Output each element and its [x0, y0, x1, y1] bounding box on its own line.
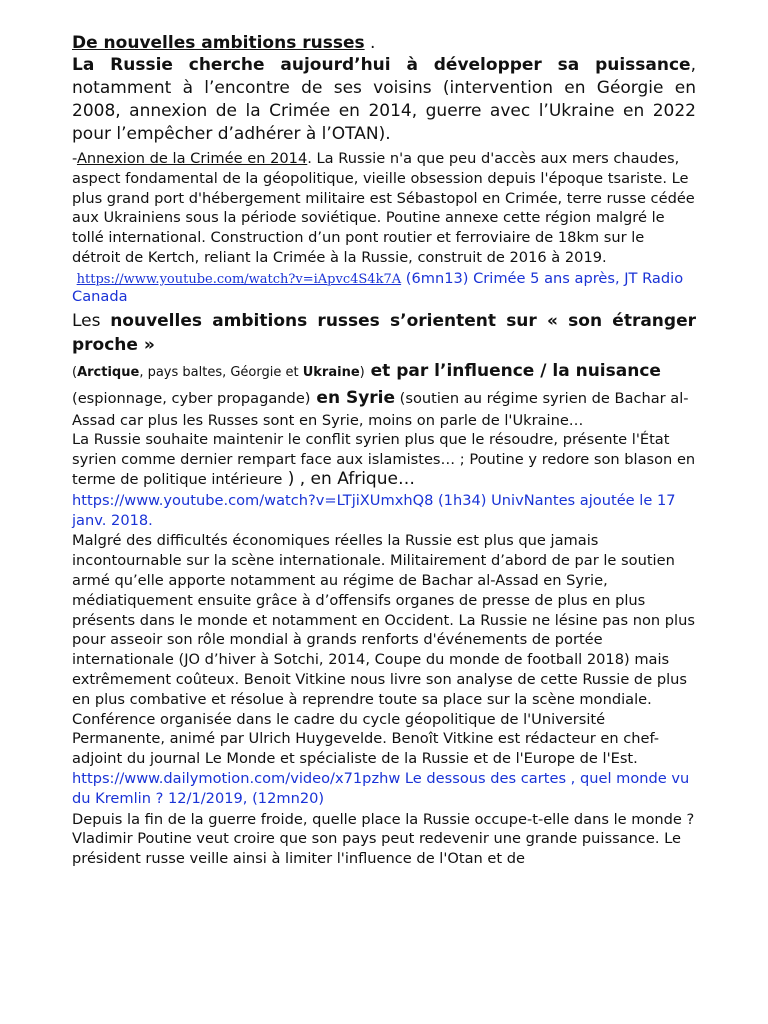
main-paragraph: Malgré des difficultés économiques réelles la Russie est plus que jamais incontournable sur la scène internationale. Militairement d’abord de par le soutien armé qu’elle apporte notamment au régime de Bachar al-Assad en Syrie, médiatiquement ensuite grâce à d’offensifs organes de presse de plus en plus présents dans le monde et notamment en Occident. La Russie ne lésine pas non plus pour asseoir son rôle mondial à grands renforts d'événements de portée internationale (JO d’hiver à Sotchi, 2014, Coupe du monde de football 2018) mais extrêmement coûteux. Benoit Vitkine nous livre son analyse de cette Russie de plus en plus combative et résolue à reprendre toute sa place sur la scène mondiale.	[72, 532, 695, 708]
near-arctique: Arctique	[77, 364, 140, 380]
syria-line3-wrap	[72, 430, 696, 489]
syria-line2: Assad car plus les Russes sont en Syrie, moins on parle de l'Ukraine…	[72, 411, 584, 429]
near-close: )	[359, 364, 365, 380]
near-ukraine: Ukraine	[302, 364, 360, 380]
conference-paragraph	[72, 710, 696, 809]
last-paragraph: Depuis la fin de la guerre froide, quelle place la Russie occupe-t-elle dans le monde ? Vladimir Poutine veut croire que son pays peut redevenir une grande puissance. Le président russe veille ainsi à limiter l'influence de l'Otan et de	[72, 810, 695, 868]
syria-line3: La Russie souhaite maintenir le conflit syrien plus que le résoudre, présente l'État syrien comme dernier rempart face aux islamistes… ; Poutine y redore son blason en terme de politique intérieure	[72, 431, 696, 488]
near-open: (	[72, 364, 78, 380]
crimea-paragraph	[72, 149, 696, 268]
document-title: De nouvelles ambitions russes	[72, 33, 365, 53]
syria-afrique: ) , en Afrique…	[282, 468, 415, 489]
near-abroad-heading	[72, 309, 696, 357]
near-abroad-line	[72, 359, 696, 385]
title-dot: .	[364, 33, 376, 53]
crimea-dash: -	[72, 150, 77, 167]
intro-bold: La Russie cherche aujourd’hui à développer sa puissance	[72, 55, 691, 75]
crimea-video-link[interactable]: https://www.youtube.com/watch?v=iApvc4S4k7A	[76, 271, 402, 287]
near-bold: nouvelles ambitions russes s’orientent sur « son étranger proche »	[72, 310, 696, 355]
syria-paren: (espionnage, cyber propagande)	[72, 389, 311, 407]
intro-paragraph	[72, 54, 696, 146]
syria-video-link[interactable]: https://www.youtube.com/watch?v=LTjiXUmxhQ8 (1h34) UnivNantes ajoutée le 17 janv. 2018.	[72, 491, 676, 529]
near-les: Les	[72, 310, 111, 331]
near-mid: , pays baltes, Géorgie et	[139, 364, 303, 380]
crimea-heading: Annexion de la Crimée en 2014	[76, 150, 308, 167]
near-influence: et par l’influence / la nuisance	[364, 360, 661, 381]
document-title-line	[72, 32, 696, 54]
conference-text: Conférence organisée dans le cadre du cycle géopolitique de l'Université Permanente, animé par Ulrich Huygevelde. Benoît Vitkine est rédacteur en chef-adjoint du journal Le Monde et spécialiste de la Russie et de l'Europe de l'Est.	[72, 710, 660, 768]
syria-paragraph	[72, 389, 696, 409]
crimea-link-line	[72, 270, 696, 305]
crimea-video-label: (6mn13) Crimée 5 ans après, JT Radio Canada	[72, 269, 684, 305]
syria-bold: en Syrie	[310, 387, 396, 408]
document-page	[72, 30, 696, 869]
crimea-text: . La Russie n'a que peu d'accès aux mers chaudes, aspect fondamental de la géopolitique, vieille obsession depuis l'époque tsariste. Le plus grand port d'hébergement militaire est Sébastopol en Crimée, terre russe cédée aux Ukrainiens sous la période soviétique. Poutine annexe cette région malgré le tollé international. Construction d’un pont routier et ferroviaire de 18km sur le détroit de Kertch, reliant la Crimée à la Russie, construit de 2016 à 2019.	[72, 150, 695, 266]
syria-line1-rest: (soutien au régime syrien de Bachar al-	[395, 389, 689, 407]
kremlin-video-link[interactable]: https://www.dailymotion.com/video/x71pzhw Le dessous des cartes , quel monde vu du Kremlin ? 12/1/2019, (12mn20)	[72, 769, 690, 807]
intro-rest: , notamment à l’encontre de ses voisins (intervention en Géorgie en 2008, annexion de la Crimée en 2014, guerre avec l’Ukraine en 2022 pour l’empêcher d’adhérer à l’OTAN).	[72, 55, 696, 144]
